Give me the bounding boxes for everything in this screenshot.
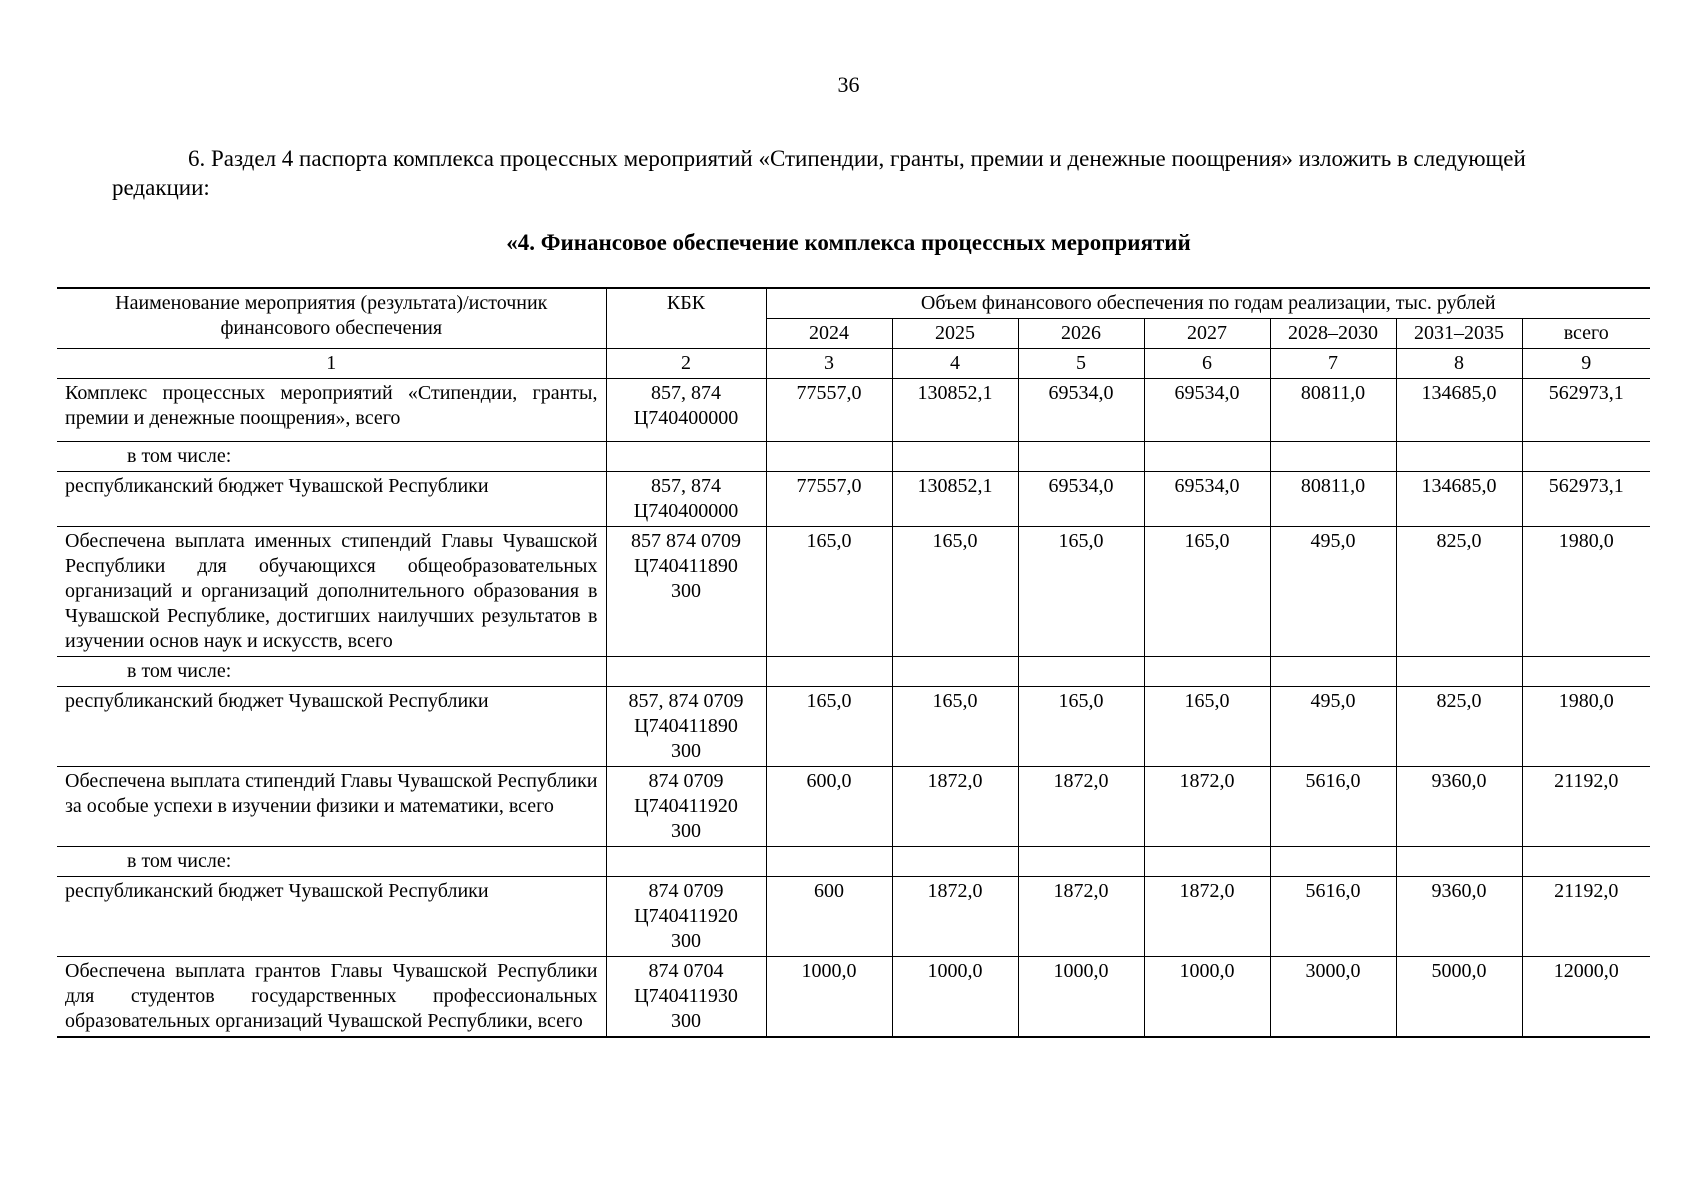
column-number: 2 (606, 349, 766, 379)
value-2024: 600,0 (766, 767, 892, 847)
value-2028-2030: 495,0 (1270, 527, 1396, 657)
value-2027: 69534,0 (1144, 379, 1270, 442)
value-2026: 165,0 (1018, 527, 1144, 657)
intro-paragraph: 6. Раздел 4 паспорта комплекса процессных мероприятий «Стипендии, гранты, премии и денежные поощрения» изложить в следующей редакции: (112, 146, 1526, 200)
value-2028-2030: 80811,0 (1270, 472, 1396, 527)
header-row-1 (57, 288, 1650, 319)
column-number: 3 (766, 349, 892, 379)
header-year-2026: 2026 (1018, 319, 1144, 349)
value-2024: 1000,0 (766, 957, 892, 1038)
row-name: республиканский бюджет Чувашской Республики (57, 877, 606, 957)
table-row (57, 379, 1650, 442)
column-number: 6 (1144, 349, 1270, 379)
table-row (57, 687, 1650, 767)
header-name: Наименование мероприятия (результата)/источник финансового обеспечения (57, 288, 606, 349)
value-2028-2030: 80811,0 (1270, 379, 1396, 442)
value-total: 21192,0 (1522, 767, 1650, 847)
value-2025: 165,0 (892, 687, 1018, 767)
value-2024: 600 (766, 877, 892, 957)
column-number: 8 (1396, 349, 1522, 379)
value-2027: 69534,0 (1144, 472, 1270, 527)
row-name: Комплекс процессных мероприятий «Стипендии, гранты, премии и денежные поощрения», всего (57, 379, 606, 442)
table-row (57, 767, 1650, 847)
table-row (57, 957, 1650, 1038)
value-2031-2035: 825,0 (1396, 687, 1522, 767)
value-2025: 165,0 (892, 527, 1018, 657)
financing-table (57, 287, 1650, 1038)
header-volume: Объем финансового обеспечения по годам реализации, тыс. рублей (766, 288, 1650, 319)
table-row (57, 442, 1650, 472)
value-2025: 130852,1 (892, 379, 1018, 442)
row-name: в том числе: (57, 847, 606, 877)
row-kbk: 874 0709 Ц740411920 300 (606, 877, 766, 957)
value-2027: 165,0 (1144, 687, 1270, 767)
table-row (57, 847, 1650, 877)
row-kbk: 857, 874 Ц740400000 (606, 472, 766, 527)
value-2028-2030: 5616,0 (1270, 767, 1396, 847)
header-year-2024: 2024 (766, 319, 892, 349)
header-years-2028-2030: 2028–2030 (1270, 319, 1396, 349)
value-total: 21192,0 (1522, 877, 1650, 957)
row-kbk: 857, 874 Ц740400000 (606, 379, 766, 442)
row-kbk: 874 0704 Ц740411930 300 (606, 957, 766, 1038)
value-2025: 130852,1 (892, 472, 1018, 527)
value-2026: 1000,0 (1018, 957, 1144, 1038)
column-number: 7 (1270, 349, 1396, 379)
value-total: 562973,1 (1522, 379, 1650, 442)
row-kbk: 857 874 0709 Ц740411890 300 (606, 527, 766, 657)
value-2026: 69534,0 (1018, 472, 1144, 527)
header-total: всего (1522, 319, 1650, 349)
column-number: 9 (1522, 349, 1650, 379)
value-2031-2035: 9360,0 (1396, 877, 1522, 957)
value-2026: 1872,0 (1018, 767, 1144, 847)
value-2027: 1872,0 (1144, 877, 1270, 957)
value-2024: 165,0 (766, 687, 892, 767)
table-row (57, 527, 1650, 657)
column-number: 1 (57, 349, 606, 379)
value-2027: 1872,0 (1144, 767, 1270, 847)
value-2028-2030: 5616,0 (1270, 877, 1396, 957)
value-2025: 1000,0 (892, 957, 1018, 1038)
column-number: 5 (1018, 349, 1144, 379)
value-total: 562973,1 (1522, 472, 1650, 527)
value-2026: 165,0 (1018, 687, 1144, 767)
value-total: 12000,0 (1522, 957, 1650, 1038)
page-number: 36 (837, 72, 860, 97)
value-2031-2035: 5000,0 (1396, 957, 1522, 1038)
row-kbk: 857, 874 0709 Ц740411890 300 (606, 687, 766, 767)
table-row (57, 657, 1650, 687)
value-2025: 1872,0 (892, 767, 1018, 847)
value-2026: 1872,0 (1018, 877, 1144, 957)
value-2031-2035: 9360,0 (1396, 767, 1522, 847)
value-2031-2035: 134685,0 (1396, 379, 1522, 442)
row-name: Обеспечена выплата грантов Главы Чувашской Республики для студентов государственных профессиональных образовательных организаций Чувашской Республики, всего (57, 957, 606, 1038)
row-kbk: 874 0709 Ц740411920 300 (606, 767, 766, 847)
header-kbk: КБК (606, 288, 766, 349)
row-name: Обеспечена выплата стипендий Главы Чувашской Республики за особые успехи в изучении физики и математики, всего (57, 767, 606, 847)
value-2024: 165,0 (766, 527, 892, 657)
table-row (57, 472, 1650, 527)
value-2024: 77557,0 (766, 472, 892, 527)
value-2027: 165,0 (1144, 527, 1270, 657)
value-2025: 1872,0 (892, 877, 1018, 957)
row-name: в том числе: (57, 657, 606, 687)
value-2031-2035: 825,0 (1396, 527, 1522, 657)
value-total: 1980,0 (1522, 527, 1650, 657)
row-name: Обеспечена выплата именных стипендий Главы Чувашской Республики для обучающихся общеобразовательных организаций и организаций дополнительного образования в Чувашской Республике, достигших наилучших результатов в изучении основ наук и искусств, всего (57, 527, 606, 657)
column-number-row (57, 349, 1650, 379)
header-year-2025: 2025 (892, 319, 1018, 349)
column-number: 4 (892, 349, 1018, 379)
value-2024: 77557,0 (766, 379, 892, 442)
value-2026: 69534,0 (1018, 379, 1144, 442)
value-total: 1980,0 (1522, 687, 1650, 767)
row-name: республиканский бюджет Чувашской Республики (57, 472, 606, 527)
value-2031-2035: 134685,0 (1396, 472, 1522, 527)
section-title: «4. Финансовое обеспечение комплекса процессных мероприятий (506, 230, 1191, 255)
header-years-2031-2035: 2031–2035 (1396, 319, 1522, 349)
value-2027: 1000,0 (1144, 957, 1270, 1038)
row-name: республиканский бюджет Чувашской Республики (57, 687, 606, 767)
value-2028-2030: 3000,0 (1270, 957, 1396, 1038)
header-year-2027: 2027 (1144, 319, 1270, 349)
value-2028-2030: 495,0 (1270, 687, 1396, 767)
row-name: в том числе: (57, 442, 606, 472)
table-row (57, 877, 1650, 957)
